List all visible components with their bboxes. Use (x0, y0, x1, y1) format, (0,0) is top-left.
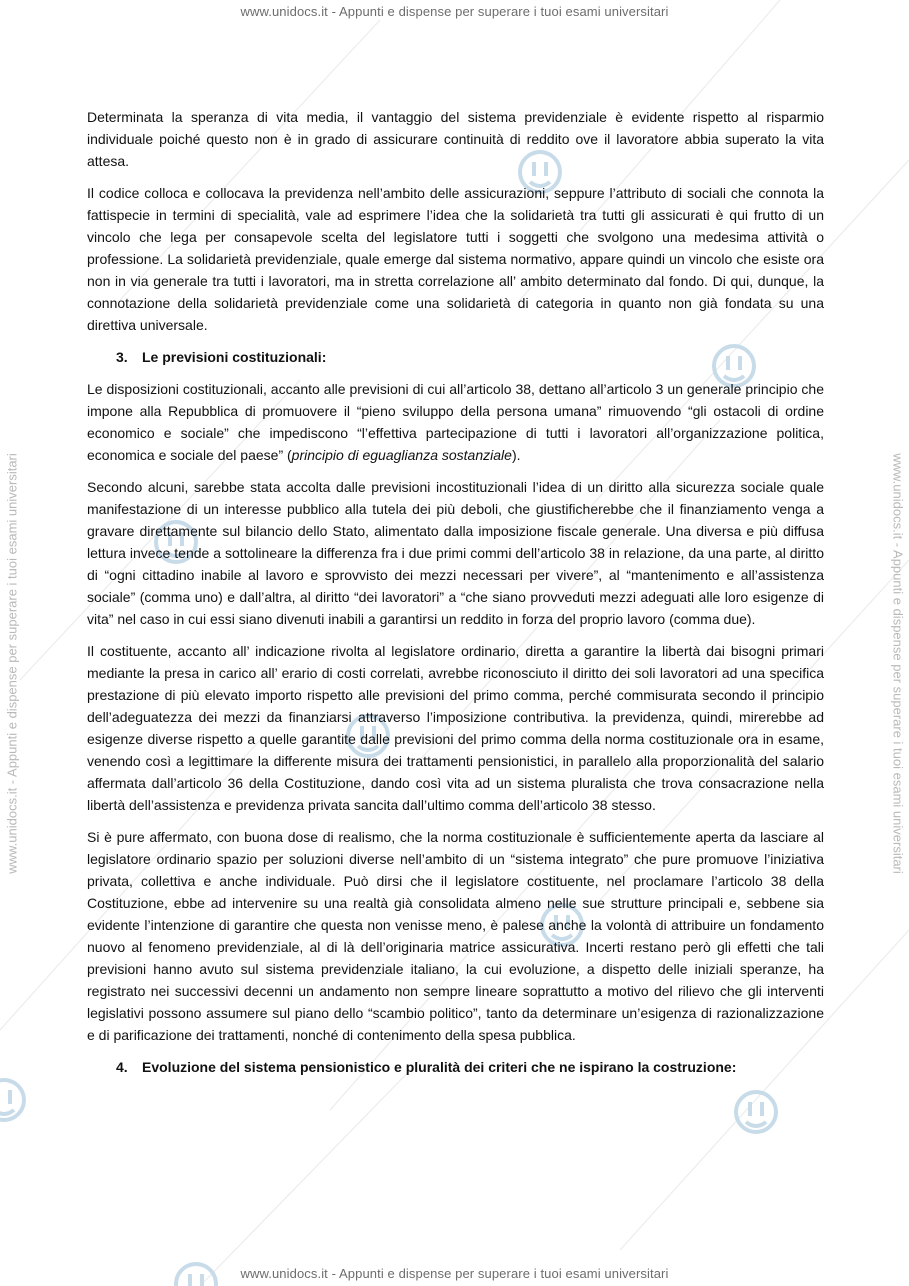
paragraph-speranza-di-vita: Determinata la speranza di vita media, il vantaggio del sistema previdenziale è evidente rispetto al risparmio individuale poiché questo non è in grado di assicurare continuità di reddito ove il lavoratore abbia superato la vita attesa. (87, 109, 824, 169)
document-body (87, 106, 824, 1088)
paragraph-disposizioni-costituzionali (87, 378, 824, 466)
section-heading-4 (87, 1056, 824, 1078)
footer-watermark-banner: www.unidocs.it - Appunti e dispense per superare i tuoi esami universitari (240, 1266, 669, 1281)
section-heading-3 (87, 346, 824, 368)
paragraph-text-end: ). (511, 447, 521, 463)
section-number-3: 3. (116, 349, 128, 365)
section-number-4: 4. (116, 1059, 128, 1075)
header-watermark-banner: www.unidocs.it - Appunti e dispense per superare i tuoi esami universitari (240, 4, 669, 19)
logo-watermark-6 (736, 1092, 776, 1132)
paragraph-costituente: Il costituente, accanto all’ indicazione rivolta al legislatore ordinario, diretta a garantire la libertà dai bisogni primari mediante la presa in carico all’ erario di costi correlati, avrebbe riconosciuto il diritto dei soli lavoratori ad una specifica prestazione di più elevato importo rispetto alle previsioni del primo comma, perché commisurata secondo il principio dell’adeguatezza dei mezzi da finanziarsi attraverso l’imposizione contributiva. la previdenza, quindi, mirerebbe ad esigenze diverse rispetto a quelle garantite dalle previsioni del primo comma della norma costituzionale ora in esame, venendo così a legittimare la differente misura dei trattamenti pensionistici, in parallelo alla proporzionalità del salario affermata dall’articolo 36 della Costituzione, dando così vita ad un sistema pluralista che trova consacrazione nella libertà dell’assistenza e previdenza privata sancita dall’ultimo comma dell’articolo 38 stesso. (87, 643, 824, 813)
paragraph-sicurezza-sociale: Secondo alcuni, sarebbe stata accolta dalle previsioni incostituzionali l’idea di un diritto alla sicurezza sociale quale manifestazione di un interesse pubblico alla tutela dei più deboli, che giustificherebbe che il finanziamento venga a gravare direttamente sul bilancio dello Stato, alimentato dalla imposizione fiscale generale. Una diversa e più diffusa lettura invece tende a sottolineare la differenza fra i due primi commi dell’articolo 38 in relazione, da una parte, al diritto di “ogni cittadino inabile al lavoro e sprovvisto dei mezzi necessari per vivere”, al “mantenimento e all’assistenza sociale” (comma uno) e dall’altra, al diritto “dei lavoratori” a “che siano provveduti mezzi adeguati alle loro esigenze di vita” nel caso in cui essi siano divenuti inabili a garantirsi un reddito in forza del proprio lavoro (comma due). (87, 479, 824, 627)
paragraph-sistema-integrato: Si è pure affermato, con buona dose di realismo, che la norma costituzionale è sufficientemente aperta da lasciare al legislatore ordinario spazio per soluzioni diverse nell’ambito di un “sistema integrato” che pure promuove l’iniziativa privata, collettiva e anche individuale. Può dirsi che il legislatore costituente, nel proclamare l’articolo 38 della Costituzione, ebbe ad intervenire su una realtà già consolidata almeno nelle sue strutture principali e, sebbene sia evidente l’intenzione di garantire che questa non venisse meno, è palese anche la volontà di attribuire un fondamento nuovo al fenomeno previdenziale, al di là dell’originaria matrice assicurativa. Incerti restano però gli effetti che tali previsioni hanno avuto sul sistema previdenziale italiano, la cui evoluzione, a dispetto delle iniziali speranze, ha registrato nei successivi decenni un andamento non sempre lineare soprattutto a motivo del rilievo che gli interventi legislativi possono assumere sul piano dello “scambio politico”, tanto da determinare un’esigenza di razionalizzazione e di parificazione dei trattamenti, nonché di contenimento della spesa pubblica. (87, 829, 824, 1043)
left-side-watermark: www.unidocs.it - Appunti e dispense per superare i tuoi esami universitari (4, 453, 20, 874)
paragraph-text: Le disposizioni costituzionali, accanto alle previsioni di cui all’articolo 38, dettano all’articolo 3 un generale principio che impone alla Repubblica di promuovere il “pieno sviluppo della persona umana” rimuovendo “gli ostacoli di ordine economico e sociale” che impediscono “l’effettiva partecipazione di tutti i lavoratori all’organizzazione politica, economica e sociale del paese” ( (87, 381, 824, 463)
right-side-watermark: www.unidocs.it - Appunti e dispense per superare i tuoi esami universitari (890, 453, 906, 874)
paragraph-solidarieta-previdenziale: Il codice colloca e collocava la previdenza nell’ambito delle assicurazioni, seppure l’attributo di sociali che connota la fattispecie in termini di specialità, vale ad esprimere l’idea che la solidarietà tra tutti gli assicurati è qui frutto di un vincolo che lega per consapevole scelta del legislatore tutti i soggetti che svolgono una medesima attività o professione. La solidarietà previdenziale, quale emerge dal sistema normativo, appare quindi un vincolo che esiste ora non in via generale tra tutti i lavoratori, ma in stretta correlazione all’ ambito determinato dal fondo. Di qui, dunque, la connotazione della solidarietà previdenziale come una solidarietà di categoria in quanto non già fondata su una direttiva universale. (87, 185, 824, 333)
logo-watermark-7 (0, 1080, 24, 1120)
section-title-3: Le previsioni costituzionali: (142, 349, 327, 365)
italic-term: principio di eguaglianza sostanziale (291, 447, 512, 463)
section-title-4: Evoluzione del sistema pensionistico e pluralità dei criteri che ne ispirano la costruzione: (142, 1059, 737, 1075)
